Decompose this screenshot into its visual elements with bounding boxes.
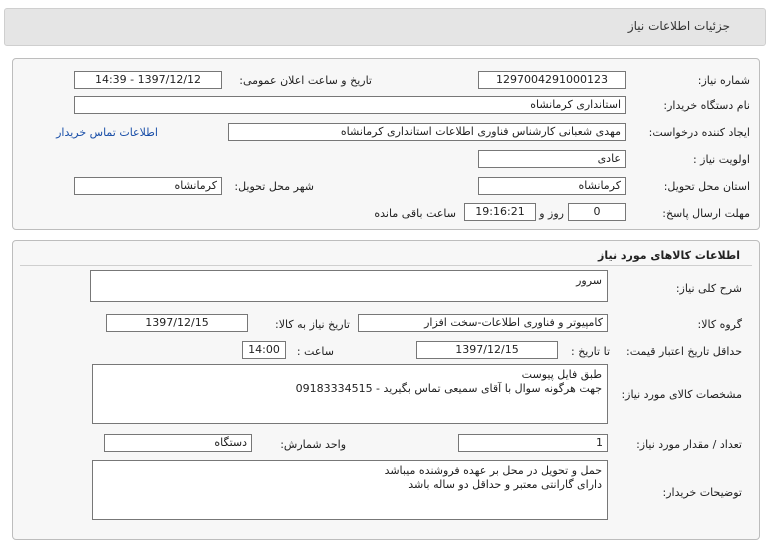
delivery-city-field[interactable]: کرمانشاه [74, 177, 222, 195]
need-number-field[interactable]: 1297004291000123 [478, 71, 626, 89]
deadline-time-field[interactable]: 19:16:21 [464, 203, 536, 221]
need-date-label: تاریخ نیاز به کالا: [275, 318, 350, 331]
general-desc-label: شرح کلی نیاز: [675, 282, 742, 295]
deadline-label: مهلت ارسال پاسخ: [662, 207, 750, 220]
remaining-label: ساعت باقی مانده [374, 207, 456, 220]
buyer-notes-label: توضیحات خریدار: [662, 486, 742, 499]
to-date-label: تا تاریخ : [571, 345, 610, 358]
days-label: روز و [539, 207, 564, 220]
specs-line-1: طبق فایل پیوست [521, 368, 602, 381]
goods-section-divider [20, 265, 752, 266]
validity-time-label: ساعت : [296, 345, 334, 358]
general-desc-field[interactable]: سرور [90, 270, 608, 302]
buyer-org-label: نام دستگاه خریدار: [663, 99, 750, 112]
unit-label: واحد شمارش: [280, 438, 346, 451]
requester-field[interactable]: مهدی شعبانی کارشناس فناوری اطلاعات استانداری کرمانشاه [228, 123, 626, 141]
unit-field[interactable]: دستگاه [104, 434, 252, 452]
validity-time-field[interactable]: 14:00 [242, 341, 286, 359]
need-date-field[interactable]: 1397/12/15 [106, 314, 248, 332]
notes-line-2: دارای گارانتی معتبر و حداقل دو ساله باشد [408, 478, 602, 491]
goods-group-field[interactable]: کامپیوتر و فناوری اطلاعات-سخت افزار [358, 314, 608, 332]
validity-date-field[interactable]: 1397/12/15 [416, 341, 558, 359]
priority-label: اولویت نیاز : [692, 153, 750, 166]
page-title: جزئیات اطلاعات نیاز [627, 19, 730, 33]
buyer-notes-field[interactable] [92, 460, 608, 520]
announce-date-label: تاریخ و ساعت اعلان عمومی: [239, 74, 372, 87]
priority-field[interactable]: عادی [478, 150, 626, 168]
specs-label: مشخصات کالای مورد نیاز: [621, 388, 742, 401]
delivery-city-label: شهر محل تحویل: [234, 180, 314, 193]
delivery-province-field[interactable]: کرمانشاه [478, 177, 626, 195]
page-header [0, 0, 770, 48]
buyer-org-field[interactable]: استانداری کرمانشاه [74, 96, 626, 114]
specs-field[interactable] [92, 364, 608, 424]
deadline-days-field[interactable]: 0 [568, 203, 626, 221]
specs-line-2: جهت هرگونه سوال با آقای سمیعی تماس بگیرید - 09183334515 [295, 382, 602, 395]
notes-line-1: حمل و تحویل در محل بر عهده فروشنده میباشد [384, 464, 602, 477]
quantity-field[interactable]: 1 [458, 434, 608, 452]
need-number-label: شماره نیاز: [697, 74, 750, 87]
announce-date-field[interactable]: 1397/12/12 - 14:39 [74, 71, 222, 89]
min-validity-label: حداقل تاریخ اعتبار قیمت: [626, 345, 742, 358]
buyer-contact-link[interactable]: اطلاعات تماس خریدار [56, 126, 158, 139]
quantity-label: تعداد / مقدار مورد نیاز: [636, 438, 742, 451]
requester-label: ایجاد کننده درخواست: [648, 126, 750, 139]
delivery-province-label: استان محل تحویل: [663, 180, 750, 193]
goods-group-label: گروه کالا: [697, 318, 742, 331]
goods-section-title: اطلاعات کالاهای مورد نیاز [598, 249, 740, 262]
